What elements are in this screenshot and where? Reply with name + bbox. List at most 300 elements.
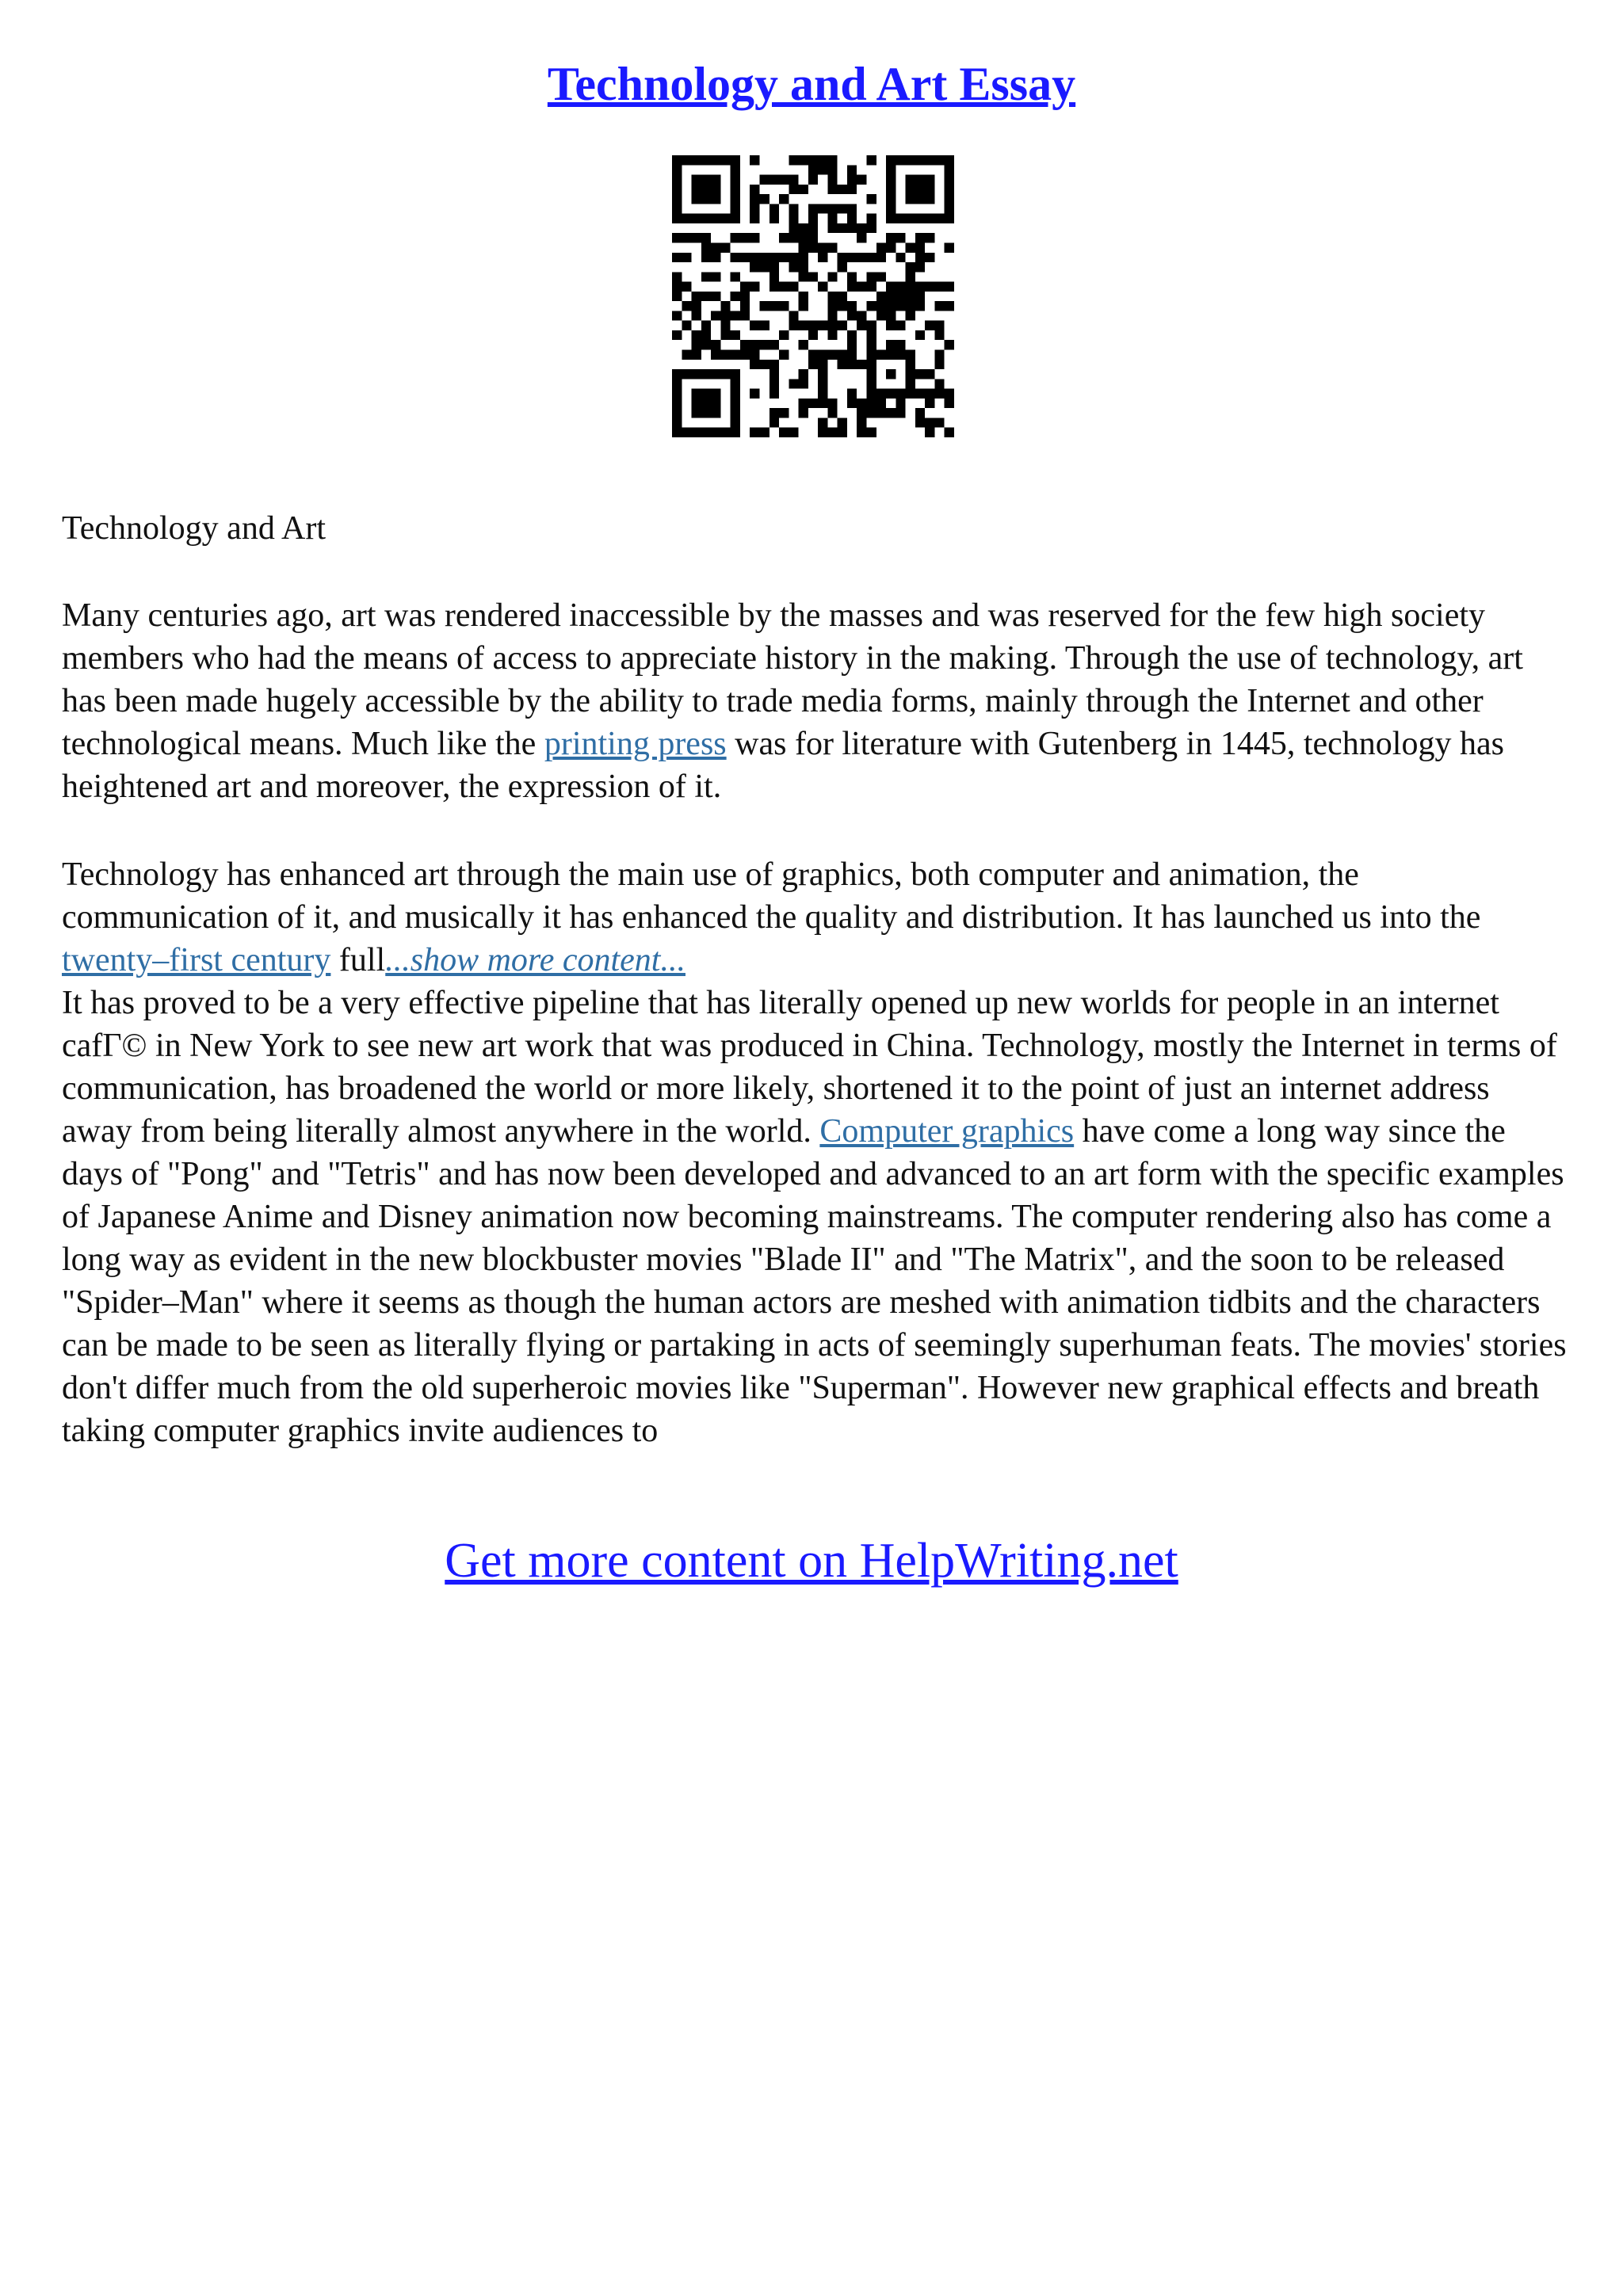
qr-module [827, 311, 837, 320]
qr-module [692, 330, 701, 340]
qr-module [838, 253, 847, 262]
qr-module [750, 253, 759, 262]
qr-module [906, 292, 915, 301]
qr-module [827, 292, 837, 301]
qr-module [789, 379, 798, 388]
qr-module [731, 253, 740, 262]
qr-module [886, 340, 896, 349]
qr-module [818, 242, 827, 252]
qr-module [838, 292, 847, 301]
qr-module [857, 399, 866, 408]
qr-module [789, 175, 798, 185]
qr-module [750, 194, 759, 204]
qr-module [789, 204, 798, 213]
qr-module [945, 389, 954, 399]
qr-module [701, 233, 711, 242]
get-more-content-link[interactable]: Get more content on HelpWriting.net [445, 1534, 1178, 1588]
qr-module [808, 242, 818, 252]
paragraph-3 [62, 982, 1568, 1452]
qr-module [799, 262, 808, 272]
qr-module [731, 292, 740, 301]
qr-module [818, 253, 827, 262]
qr-module [847, 340, 857, 349]
qr-module [934, 379, 944, 388]
qr-module [857, 428, 866, 437]
qr-module [769, 262, 779, 272]
qr-module [847, 399, 857, 408]
qr-module [759, 428, 769, 437]
qr-module [682, 282, 691, 292]
qr-module [789, 185, 798, 194]
qr-module [711, 253, 720, 262]
qr-module [857, 223, 866, 233]
qr-module [925, 369, 934, 379]
paragraph-3-text-b: have come a long way since the days of "Pong" and "Tetris" and has now been developed and advanced to an art form with the specific examples of Japanese Anime and Disney animation now becoming mainstreams. The computer rendering also has come a long way as evident in the new blockbuster movies "Blade II" and "The Matrix", and the soon to be released "Spider–Man" where it seems as though the human actors are meshed with animation tidbits and the characters can be made to be seen as literally flying or partaking in acts of seemingly superhuman feats. The movies' stories don't differ much from the old superheroic movies like "Superman". However new graphical effects and breath taking computer graphics invite audiences to [62, 1113, 1567, 1449]
qr-module [711, 272, 720, 281]
qr-module [789, 155, 798, 165]
qr-module [857, 311, 866, 320]
qr-module [867, 155, 876, 165]
qr-module [886, 321, 896, 330]
qr-module [701, 253, 711, 262]
qr-module [915, 242, 925, 252]
qr-module [847, 165, 857, 174]
qr-module [867, 399, 876, 408]
qr-module [838, 301, 847, 311]
title-link[interactable]: Technology and Art Essay [547, 58, 1076, 110]
qr-module [808, 330, 818, 340]
qr-module [857, 321, 866, 330]
qr-module [720, 350, 730, 360]
qr-module [915, 369, 925, 379]
qr-module [759, 194, 769, 204]
qr-module [808, 272, 818, 281]
qr-module [857, 408, 866, 418]
qr-module [789, 428, 798, 437]
qr-module [799, 242, 808, 252]
paragraph-2-text-a: Technology has enhanced art through the main use of graphics, both computer and animation, the communication of it, and musically it has enhanced the quality and distribution. It has launched us into the [62, 856, 1481, 936]
qr-module [779, 194, 789, 204]
qr-module [847, 360, 857, 369]
qr-module [808, 321, 818, 330]
qr-module [847, 330, 857, 340]
page-title [0, 57, 1623, 112]
qr-module [818, 155, 827, 165]
qr-module [945, 428, 954, 437]
qr-module [672, 330, 682, 340]
qr-module [896, 292, 905, 301]
qr-module [769, 340, 779, 349]
qr-module [672, 233, 682, 242]
qr-module [799, 253, 808, 262]
qr-module [711, 311, 720, 320]
qr-module [769, 379, 779, 388]
qr-module [906, 262, 915, 272]
qr-module [692, 301, 701, 311]
qr-module [818, 165, 827, 174]
qr-module [915, 408, 925, 418]
qr-module [818, 418, 827, 427]
qr-module [672, 282, 682, 292]
qr-module [750, 214, 759, 223]
qr-module [808, 204, 818, 213]
qr-module [682, 301, 691, 311]
essay-subheading: Technology and Art [62, 510, 326, 547]
qr-module [886, 242, 896, 252]
qr-module [827, 321, 837, 330]
qr-module [896, 340, 905, 349]
qr-module [682, 350, 691, 360]
qr-module [847, 282, 857, 292]
qr-module [867, 301, 876, 311]
qr-module [867, 223, 876, 233]
paragraph-1-text-a: Many centuries ago, art was rendered inaccessible by the masses and was reserved for the few high society members who had the means of access to appreciate history in the making. Through the use of technology, art has been made hugely accessible by the ability to trade media forms, mainly through the Internet and other technological means. Much like the [62, 597, 1523, 762]
qr-code-graphic [672, 155, 954, 437]
qr-module [925, 418, 934, 427]
show-more-content-link[interactable]: ...show more content... [385, 942, 685, 978]
qr-module [779, 408, 789, 418]
qr-module [847, 204, 857, 213]
qr-module [711, 292, 720, 301]
qr-module [779, 330, 789, 340]
qr-module [682, 253, 691, 262]
qr-module [925, 253, 934, 262]
qr-module [808, 214, 818, 223]
qr-module [838, 223, 847, 233]
qr-module [740, 301, 750, 311]
qr-module [759, 301, 769, 311]
qr-module [701, 242, 711, 252]
qr-module [896, 282, 905, 292]
qr-module [896, 399, 905, 408]
qr-module [915, 282, 925, 292]
qr-module [799, 379, 808, 388]
qr-module [867, 428, 876, 437]
qr-module [818, 389, 827, 399]
qr-module [915, 292, 925, 301]
qr-module [769, 214, 779, 223]
qr-module [847, 223, 857, 233]
qr-module [818, 282, 827, 292]
qr-module [876, 311, 886, 320]
qr-module [867, 408, 876, 418]
qr-module [838, 418, 847, 427]
qr-module [857, 418, 866, 427]
qr-module [886, 408, 896, 418]
qr-module [906, 272, 915, 281]
qr-module [934, 418, 944, 427]
qr-module [847, 389, 857, 399]
qr-module [867, 253, 876, 262]
qr-module [818, 369, 827, 379]
cta-footer [0, 1533, 1623, 1589]
qr-module [876, 242, 886, 252]
qr-module [838, 428, 847, 437]
qr-module [925, 399, 934, 408]
qr-code-icon [672, 155, 954, 437]
qr-module [838, 262, 847, 272]
qr-module [886, 301, 896, 311]
qr-module [827, 428, 837, 437]
qr-module [838, 360, 847, 369]
qr-module [692, 350, 701, 360]
qr-module [827, 399, 837, 408]
qr-module [720, 301, 730, 311]
qr-module [906, 282, 915, 292]
qr-module [867, 282, 876, 292]
qr-module [808, 175, 818, 185]
qr-module [750, 204, 759, 213]
qr-module [769, 418, 779, 427]
qr-module [672, 253, 682, 262]
qr-module [799, 155, 808, 165]
qr-module [915, 262, 925, 272]
qr-module [701, 330, 711, 340]
qr-module [945, 282, 954, 292]
qr-module [934, 282, 944, 292]
qr-module [886, 311, 896, 320]
qr-module [847, 272, 857, 281]
twenty-first-century-link[interactable]: twenty–first century [62, 942, 331, 978]
qr-module [925, 233, 934, 242]
qr-module [799, 223, 808, 233]
qr-module [876, 301, 886, 311]
qr-module [692, 233, 701, 242]
qr-module [789, 282, 798, 292]
qr-module [711, 242, 720, 252]
qr-module [906, 301, 915, 311]
qr-module [769, 408, 779, 418]
qr-module [867, 214, 876, 223]
qr-module [876, 292, 886, 301]
qr-module [867, 272, 876, 281]
qr-module [692, 311, 701, 320]
qr-module [799, 369, 808, 379]
qr-module [827, 204, 837, 213]
qr-module [847, 214, 857, 223]
qr-module [750, 282, 759, 292]
qr-module [720, 321, 730, 330]
qr-module [896, 253, 905, 262]
qr-module [799, 340, 808, 349]
qr-module [886, 282, 896, 292]
qr-module [867, 330, 876, 340]
paragraph-3-text-a: It has proved to be a very effective pipeline that has literally opened up new worlds for people in an internet cafГ© in New York to see new art work that was produced in China. Technology, mostly the Internet in terms of communication, has broadened the world or more likely, shortened it to the point of just an internet address away from being literally almost anywhere in the world. [62, 985, 1557, 1150]
qr-module [740, 340, 750, 349]
qr-module [769, 389, 779, 399]
qr-module [876, 399, 886, 408]
qr-module [867, 321, 876, 330]
qr-module [799, 399, 808, 408]
qr-module [779, 233, 789, 242]
qr-module [847, 253, 857, 262]
qr-module [799, 408, 808, 418]
qr-module [731, 311, 740, 320]
qr-module [750, 389, 759, 399]
qr-module [915, 418, 925, 427]
qr-module [886, 233, 896, 242]
qr-module [925, 389, 934, 399]
qr-module [701, 340, 711, 349]
qr-module [731, 233, 740, 242]
qr-module [731, 330, 740, 340]
qr-module [945, 340, 954, 349]
qr-module [779, 175, 789, 185]
qr-module [827, 185, 837, 194]
qr-module [750, 262, 759, 272]
qr-module [847, 311, 857, 320]
qr-module [779, 282, 789, 292]
qr-module [906, 311, 915, 320]
qr-module [682, 233, 691, 242]
qr-module [769, 272, 779, 281]
qr-module [915, 253, 925, 262]
qr-module [769, 301, 779, 311]
printing-press-link[interactable]: printing press [544, 726, 727, 762]
qr-module [827, 301, 837, 311]
qr-module [740, 282, 750, 292]
qr-module [779, 428, 789, 437]
qr-module [896, 321, 905, 330]
qr-module [692, 292, 701, 301]
qr-module [799, 292, 808, 301]
qr-module [672, 272, 682, 281]
qr-module [827, 175, 837, 185]
qr-module [731, 272, 740, 281]
qr-alignment [886, 369, 896, 379]
qr-module [886, 292, 896, 301]
qr-module [915, 233, 925, 242]
qr-module [857, 360, 866, 369]
qr-module [827, 330, 837, 340]
qr-module [740, 311, 750, 320]
qr-module [808, 233, 818, 242]
qr-module [838, 321, 847, 330]
qr-module [750, 350, 759, 360]
qr-module [818, 321, 827, 330]
qr-module [769, 204, 779, 213]
qr-module [818, 350, 827, 360]
qr-module [857, 253, 866, 262]
qr-module [701, 321, 711, 330]
qr-module [799, 321, 808, 330]
qr-module [876, 272, 886, 281]
qr-module [827, 155, 837, 165]
qr-module [750, 233, 759, 242]
qr-module [720, 311, 730, 320]
qr-module [925, 321, 934, 330]
qr-module [779, 350, 789, 360]
qr-module [672, 292, 682, 301]
qr-module [847, 175, 857, 185]
qr-module [789, 262, 798, 272]
qr-module [818, 428, 827, 437]
qr-module [769, 253, 779, 262]
qr-module [896, 408, 905, 418]
qr-module [808, 399, 818, 408]
qr-module [799, 272, 808, 281]
qr-module [740, 253, 750, 262]
qr-module [847, 185, 857, 194]
qr-module [838, 350, 847, 360]
qr-module [701, 292, 711, 301]
qr-module [692, 340, 701, 349]
qr-module [934, 301, 944, 311]
paragraph-2 [62, 853, 1568, 982]
qr-module [779, 301, 789, 311]
qr-module [827, 272, 837, 281]
qr-module [808, 223, 818, 233]
qr-module [818, 360, 827, 369]
qr-module [759, 340, 769, 349]
qr-module [731, 350, 740, 360]
qr-module [915, 301, 925, 311]
qr-module [876, 253, 886, 262]
qr-module [867, 194, 876, 204]
qr-module [799, 185, 808, 194]
paragraph-1 [62, 594, 1568, 808]
qr-module [789, 214, 798, 223]
qr-module [896, 301, 905, 311]
qr-module [808, 360, 818, 369]
qr-module [808, 350, 818, 360]
qr-module [827, 165, 837, 174]
qr-module [769, 282, 779, 292]
qr-module [808, 165, 818, 174]
qr-module [769, 369, 779, 379]
qr-module [925, 428, 934, 437]
paragraph-1-text-b: was for literature with Gutenberg in 1445, technology has heightened art and moreover, the expression of it. [62, 726, 1504, 805]
qr-module [925, 282, 934, 292]
qr-module [867, 340, 876, 349]
qr-module [750, 321, 759, 330]
qr-module [701, 272, 711, 281]
qr-module [827, 350, 837, 360]
qr-module [818, 379, 827, 388]
qr-module [750, 360, 759, 369]
qr-module [857, 233, 866, 242]
qr-module [934, 389, 944, 399]
qr-module [838, 185, 847, 194]
qr-module [799, 233, 808, 242]
qr-module [720, 330, 730, 340]
qr-module [857, 282, 866, 292]
qr-module [876, 408, 886, 418]
qr-module [847, 350, 857, 360]
qr-module [934, 330, 944, 340]
qr-module [759, 262, 769, 272]
qr-module [740, 292, 750, 301]
qr-module [789, 321, 798, 330]
qr-module [711, 340, 720, 349]
qr-module [720, 242, 730, 252]
qr-module [750, 340, 759, 349]
qr-module [759, 360, 769, 369]
qr-module [808, 155, 818, 165]
qr-module [934, 350, 944, 360]
qr-module [915, 389, 925, 399]
qr-module [750, 428, 759, 437]
qr-module [847, 301, 857, 311]
qr-module [934, 321, 944, 330]
qr-module [857, 175, 866, 185]
computer-graphics-link[interactable]: Computer graphics [819, 1113, 1075, 1150]
qr-module [799, 301, 808, 311]
qr-module [945, 399, 954, 408]
qr-module [818, 204, 827, 213]
qr-module [827, 242, 837, 252]
qr-module [769, 360, 779, 369]
